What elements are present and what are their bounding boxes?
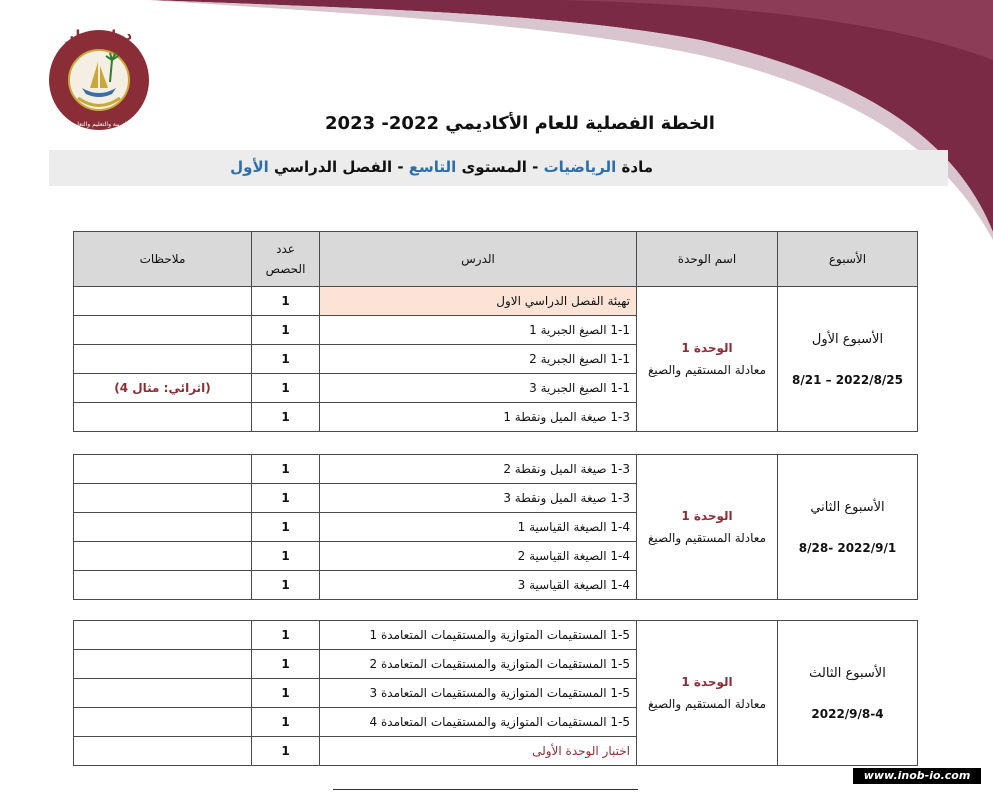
unit-cell — [637, 455, 778, 600]
page-title: الخطة الفصلية للعام الأكاديمي 2022- 2023 — [325, 113, 715, 134]
week-dates: 2022/9/8-4 — [811, 706, 884, 721]
week-name: الأسبوع الثالث — [809, 665, 886, 681]
lesson-cell: 1-3 صيغة الميل ونقطة 3 — [320, 484, 637, 513]
unit-cell — [637, 621, 778, 766]
notes-cell — [74, 484, 252, 513]
notes-cell — [74, 513, 252, 542]
count-cell: 1 — [252, 737, 320, 766]
notes-cell — [74, 403, 252, 432]
unit-name: الوحدة 1 — [681, 341, 733, 355]
lesson-cell: 1-3 صيغة الميل ونقطة 1 — [320, 403, 637, 432]
notes-cell — [74, 287, 252, 316]
logo-ministry: وزارة التربية والتعليم والتعليم العالي — [54, 121, 144, 128]
notes-cell — [74, 679, 252, 708]
unit-desc: معادلة المستقيم والصيغ — [647, 697, 767, 711]
lesson-cell: اختبار الوحدة الأولى — [320, 737, 637, 766]
count-cell: 1 — [252, 708, 320, 737]
lesson-cell: 1-1 الصيغ الجبرية 2 — [320, 345, 637, 374]
week-dates: 2022/9/1 -8/28 — [798, 540, 897, 555]
count-cell: 1 — [252, 513, 320, 542]
lesson-cell: 1-4 الصيغة القياسية 3 — [320, 571, 637, 600]
week-name: الأسبوع الثاني — [810, 499, 885, 515]
subtitle-text-3: - الفصل الدراسي — [268, 158, 409, 176]
lesson-cell: 1-5 المستقيمات المتوازية والمستقيمات المتعامدة 3 — [320, 679, 637, 708]
lesson-cell: 1-1 الصيغ الجبرية 3 — [320, 374, 637, 403]
subtitle-term: الأول — [230, 158, 269, 176]
notes-cell — [74, 542, 252, 571]
count-cell: 1 — [252, 542, 320, 571]
footer-website-link[interactable]: www.inob-io.com — [853, 768, 981, 784]
lesson-cell: 1-5 المستقيمات المتوازية والمستقيمات المتعامدة 2 — [320, 650, 637, 679]
page-subtitle — [230, 158, 653, 176]
count-cell: 1 — [252, 287, 320, 316]
unit-name: الوحدة 1 — [681, 509, 733, 523]
table-header-row — [74, 232, 918, 287]
count-cell: 1 — [252, 484, 320, 513]
lesson-cell: 1-4 الصيغة القياسية 2 — [320, 542, 637, 571]
header-count: عدد الحصص — [252, 232, 320, 287]
logo-title: دولة قطر — [65, 28, 133, 44]
header-week: الأسبوع — [778, 232, 918, 287]
lesson-cell: 1-4 الصيغة القياسية 1 — [320, 513, 637, 542]
header-notes: ملاحظات — [74, 232, 252, 287]
count-cell: 1 — [252, 679, 320, 708]
unit-name: الوحدة 1 — [681, 675, 733, 689]
notes-cell: (اثرائي: مثال 4) — [74, 374, 252, 403]
notes-cell — [74, 650, 252, 679]
qatar-emblem-logo — [38, 18, 160, 134]
notes-cell — [74, 571, 252, 600]
unit-desc: معادلة المستقيم والصيغ — [647, 363, 767, 377]
header-lesson: الدرس — [320, 232, 637, 287]
week-3-table — [73, 620, 918, 766]
count-cell: 1 — [252, 650, 320, 679]
notes-cell — [74, 621, 252, 650]
notes-cell — [74, 455, 252, 484]
lesson-cell: 1-1 الصيغ الجبرية 1 — [320, 316, 637, 345]
week-1-table — [73, 231, 918, 432]
week-cell — [778, 287, 918, 432]
lesson-cell: تهيئة الفصل الدراسي الاول — [320, 287, 637, 316]
count-cell: 1 — [252, 316, 320, 345]
notes-cell — [74, 345, 252, 374]
count-cell: 1 — [252, 403, 320, 432]
subtitle-text-1: مادة — [616, 158, 653, 176]
lesson-cell: 1-5 المستقيمات المتوازية والمستقيمات المتعامدة 1 — [320, 621, 637, 650]
count-cell: 1 — [252, 455, 320, 484]
bottom-divider — [333, 789, 638, 790]
lesson-cell: 1-3 صيغة الميل ونقطة 2 — [320, 455, 637, 484]
header-unit: اسم الوحدة — [637, 232, 778, 287]
count-cell: 1 — [252, 345, 320, 374]
notes-cell — [74, 737, 252, 766]
lesson-cell: 1-5 المستقيمات المتوازية والمستقيمات المتعامدة 4 — [320, 708, 637, 737]
unit-cell — [637, 287, 778, 432]
notes-cell — [74, 316, 252, 345]
week-cell — [778, 621, 918, 766]
subtitle-text-2: - المستوى — [456, 158, 544, 176]
count-cell: 1 — [252, 621, 320, 650]
notes-cell — [74, 708, 252, 737]
count-cell: 1 — [252, 571, 320, 600]
week-name: الأسبوع الأول — [811, 331, 884, 347]
unit-desc: معادلة المستقيم والصيغ — [647, 531, 767, 545]
subtitle-subject: الرياضيات — [543, 158, 617, 176]
week-cell — [778, 455, 918, 600]
week-2-table — [73, 454, 918, 600]
table-row — [74, 287, 918, 316]
count-cell: 1 — [252, 374, 320, 403]
week-dates: 2022/8/25 – 8/21 — [791, 372, 903, 387]
table-row — [74, 455, 918, 484]
subtitle-level: التاسع — [408, 158, 457, 176]
table-row — [74, 621, 918, 650]
